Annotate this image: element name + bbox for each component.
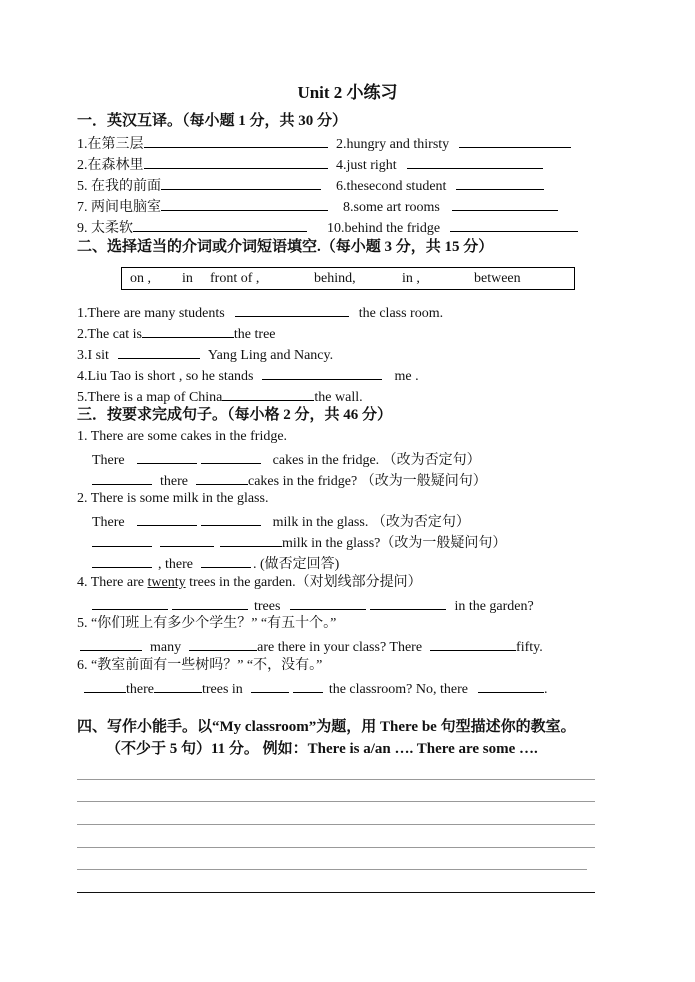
s1-q8-label: 8.some art rooms [343,200,440,215]
s1-q5-label: 5. 在我的前面 [77,179,161,194]
answer-blank[interactable] [293,678,323,693]
s2-q5 [77,386,363,407]
s2-q2-text-end: the tree [233,327,276,342]
s1-q9 [77,217,307,238]
underlined-word: twenty [147,575,186,590]
section2-heading: 二、选择适当的介词或介词短语填空.（每小题 3 分，共 15 分） [77,239,494,255]
s3-q2: 2. There is some milk in the glass. [77,491,269,506]
answer-blank[interactable] [172,595,248,610]
s1-q3-label: 2.在森林里 [77,158,144,173]
s3-q5a-text-end: fifty. [516,640,543,655]
word-option: in , [402,271,420,286]
answer-blank[interactable] [220,532,282,547]
s3-q6a-text3: the classroom? No, there [328,682,468,697]
s1-q2-label: 2.hungry and thirsty [336,137,450,152]
s3-q2a-text-end: milk in the glass. （改为否定句） [272,515,470,530]
s1-q4 [336,154,543,175]
s2-q5-text-end: the wall. [314,390,363,405]
answer-blank[interactable] [235,302,349,317]
answer-blank[interactable] [161,196,328,211]
s3-q2c-text: , there [158,557,193,572]
s3-q1b-text: there [160,474,188,489]
answer-blank[interactable] [84,678,126,693]
s2-q1 [77,302,443,323]
writing-line[interactable] [77,824,595,825]
s2-q1-text: 1.There are many students [77,306,225,321]
s2-q5-text: 5.There is a map of China [77,390,223,405]
answer-blank[interactable] [92,553,152,568]
s2-q4-text: 4.Liu Tao is short , so he stands [77,369,254,384]
s3-q5a-text: many [150,640,182,655]
s2-q4-text-end: me . [394,369,419,384]
answer-blank[interactable] [133,217,307,232]
writing-line[interactable] [77,869,587,870]
s2-q3 [77,344,333,365]
s3-q5a [80,636,543,657]
answer-blank[interactable] [201,553,251,568]
answer-blank[interactable] [430,636,516,651]
s1-q9-label: 9. 太柔软 [77,221,133,236]
answer-blank[interactable] [189,636,257,651]
s1-q4-label: 4.just right [336,158,397,173]
answer-blank[interactable] [222,386,314,401]
s3-q1b [92,470,487,491]
s1-q10-label: 10.behind the fridge [327,221,441,236]
word-option: front of , [210,271,260,286]
s3-q1a-text: There [92,453,125,468]
s2-q1-text-end: the class room. [358,306,444,321]
word-bank-box [121,267,575,290]
s1-q1 [77,133,328,154]
s3-q1: 1. There are some cakes in the fridge. [77,429,288,444]
s3-q1a [92,449,481,470]
s3-q6a-text2: trees in [201,682,243,697]
s1-q6-label: 6.thesecond student [336,179,447,194]
s2-q2 [77,323,276,344]
s3-q6a [84,678,548,699]
answer-blank[interactable] [137,449,197,464]
answer-blank[interactable] [370,595,446,610]
s3-q5a-text2: are there in your class? There [257,640,423,655]
s3-q1b-text-end: cakes in the fridge? （改为一般疑问句） [247,474,487,489]
answer-blank[interactable] [144,133,328,148]
s3-q6a-text-end: . [544,682,548,697]
s2-q3-text: 3.I sit [77,348,109,363]
answer-blank[interactable] [118,344,200,359]
answer-blank[interactable] [450,217,578,232]
writing-line[interactable] [77,847,595,848]
answer-blank[interactable] [161,175,321,190]
s1-q10 [327,217,578,238]
answer-blank[interactable] [92,595,168,610]
s3-q2b [92,532,506,553]
s2-q4 [77,365,419,386]
s3-q4a-text: trees [254,599,281,614]
s1-q1-label: 1.在第三层 [77,137,144,152]
s3-q2b-text-end: milk in the glass?（改为一般疑问句） [282,536,507,551]
s3-q4a-text-end: in the garden? [454,599,534,614]
answer-blank[interactable] [201,511,261,526]
s1-q3 [77,154,328,175]
answer-blank[interactable] [452,196,558,211]
section4-subheading: （不少于 5 句）11 分。 例如：There is a/an …. There are some …. [106,741,538,757]
s3-q2c [92,553,339,574]
s3-q4-text: 4. There are [77,575,144,590]
s1-q8 [343,196,558,217]
answer-blank[interactable] [160,532,214,547]
s3-q4a [92,595,534,616]
writing-line[interactable] [77,779,595,780]
s1-q6 [336,175,544,196]
s3-q4-text-end: trees in the garden.（对划线部分提问） [189,575,422,590]
answer-blank[interactable] [196,470,248,485]
s3-q6a-text1: there [126,682,154,697]
s3-q1a-text-end: cakes in the fridge. （改为否定句） [272,453,481,468]
answer-blank[interactable] [201,449,261,464]
s1-q5 [77,175,321,196]
answer-blank[interactable] [80,636,142,651]
answer-blank[interactable] [251,678,289,693]
answer-blank[interactable] [407,154,543,169]
s3-q4 [77,574,422,592]
s1-q2 [336,133,571,154]
answer-blank[interactable] [142,323,234,338]
answer-blank[interactable] [262,365,382,380]
answer-blank[interactable] [290,595,366,610]
answer-blank[interactable] [137,511,197,526]
s2-q2-text: 2.The cat is [77,327,142,342]
word-option: on , [130,271,151,286]
s3-q2a-text: There [92,515,125,530]
answer-blank[interactable] [144,154,328,169]
s1-q7 [77,196,328,217]
answer-blank[interactable] [478,678,544,693]
section1-heading: 一．英汉互译。（每小题 1 分，共 30 分） [77,113,348,129]
writing-line[interactable] [77,801,595,802]
answer-blank[interactable] [92,532,152,547]
section4-heading: 四、写作小能手。以“My classroom”为题，用 There be 句型描述你的教室。 [77,719,576,735]
s3-q5: 5. “你们班上有多少个学生？” “有五十个。” [77,616,337,631]
word-option: behind, [314,271,356,286]
section3-heading: 三．按要求完成句子。（每小格 2 分，共 46 分） [77,407,393,423]
writing-line[interactable] [77,892,595,893]
page-title: Unit 2 小练习 [297,83,398,102]
answer-blank[interactable] [459,133,571,148]
s3-q6: 6. “教室前面有一些树吗？” “不，没有。” [77,658,323,673]
s3-q2a [92,511,470,532]
answer-blank[interactable] [456,175,544,190]
answer-blank[interactable] [92,470,152,485]
s1-q7-label: 7. 两间电脑室 [77,200,161,215]
answer-blank[interactable] [154,678,202,693]
word-option: between [474,271,521,286]
s2-q3-text-end: Yang Ling and Nancy. [207,348,334,363]
word-option: in [182,271,193,286]
s3-q2c-text-end: . (做否定回答) [252,557,340,572]
